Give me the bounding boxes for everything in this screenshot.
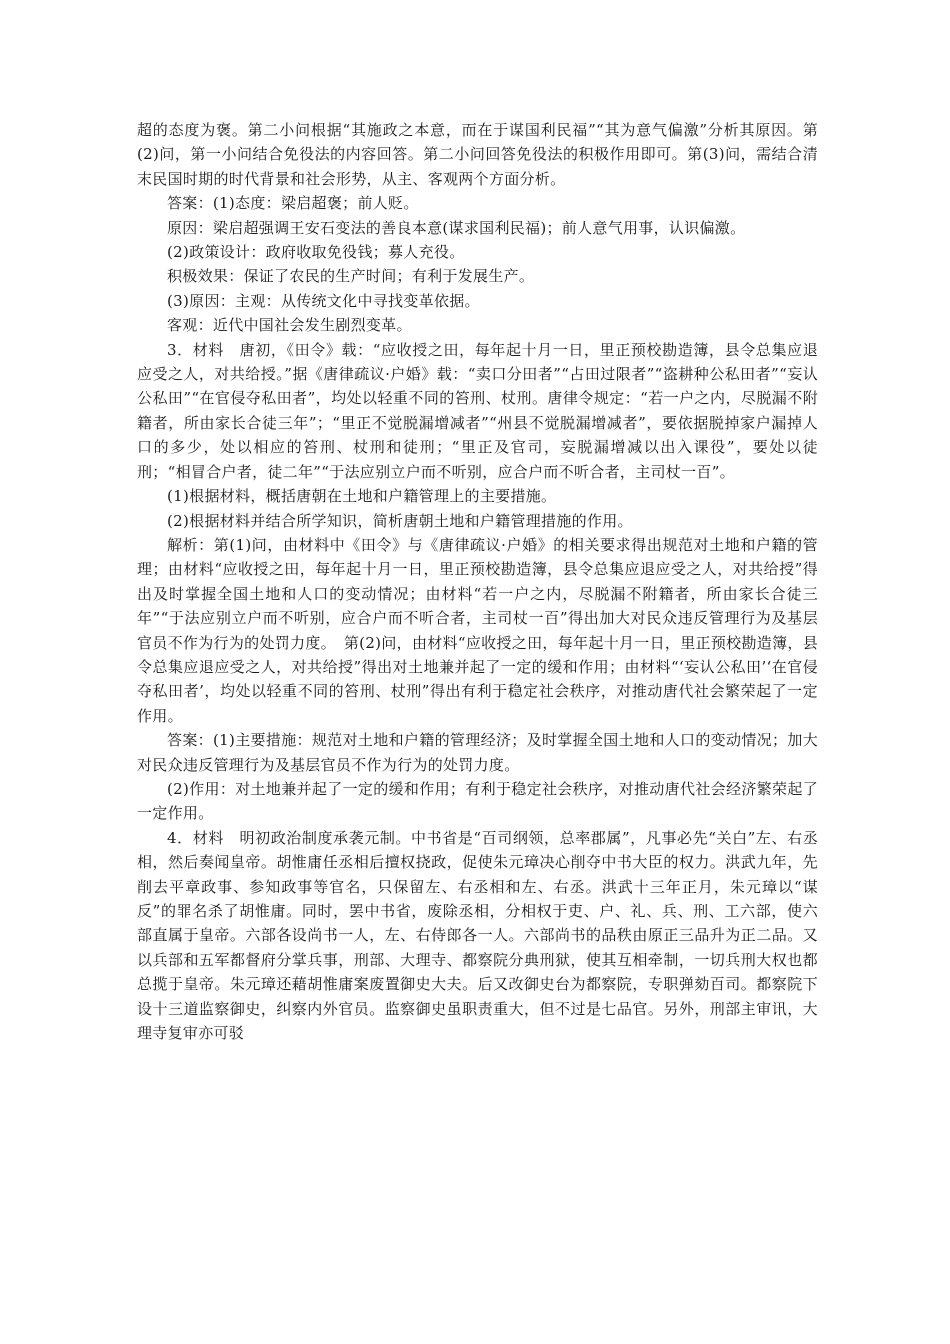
paragraph-question-3-answer-1: 答案：(1)主要措施：规范对土地和户籍的管理经济；及时掌握全国土地和人口的变动情况；加大对民众违反管理行为及基层官员不作为行为的处罚力度。 [137,731,818,774]
paragraph-policy-design: (2)政策设计：政府收取免役钱；募人充役。 [167,243,465,262]
paragraph-reason: 原因：梁启超强调王安石变法的善良本意(谋求国利民福)；前人意气用事，认识偏激。 [167,218,746,237]
paragraph-question-3-material: 3．材料 唐初，《田令》载：“应收授之田，每年起十月一日，里正预校勘造簿，县令总集应退应受之人，对共给授。”据《唐律疏议·户婚》载：“卖口分田者”“占田过限者”“盗耕种公私田者”“妄认公私田”“在官侵夺私田者”，均处以轻重不同的笞刑、杖刑。唐律令规定：“若一户之内，尽脱漏不附籍者，所由家长合徒三年”；“里正不觉脱漏增减者”“州县不觉脱漏增减者”，要依据脱掉家户漏掉人口的多少，处以相应的笞刑、杖刑和徒刑；“里正及官司，妄脱漏增减以出入课役”，要处以徒刑；“相冒合户者，徒二年”“于法应别立户而不听别，应合户而不听合者，主司杖一百”。 [137,340,818,481]
document-page [137,118,818,1045]
paragraph-question-3-analysis: 解析：第(1)问，由材料中《田令》与《唐律疏议·户婚》的相关要求得出规范对土地和户籍的管理；由材料“应收授之田，每年起十月一日，里正预校勘造簿，县令总集应退应受之人，对共给授”得出及时掌握全国土地和人口的变动情况；由材料“若一户之内，尽脱漏不附籍者，所由家长合徒三年”“于法应别立户而不听别，应合户而不听合者，主司杖一百”得出加大对民众违反管理行为及基层官员不作为行为的处罚力度。 第(2)问，由材料“应收授之田，每年起十月一日，里正预校勘造簿，县令总集应退应受之人，对共给授”得出对土地兼并起了一定的缓和作用；由材料“‘妄认公私田’‘在官侵夺私田者’，均处以轻重不同的笞刑、杖刑”得出有利于稳定社会秩序，对推动唐代社会繁荣起了一定作用。 [137,535,818,725]
paragraph-question-3-answer-2: (2)作用：对土地兼并起了一定的缓和作用；有利于稳定社会秩序，对推动唐代社会经济繁荣起了一定作用。 [137,779,818,823]
paragraph-subjective-reason: (3)原因：主观：从传统文化中寻找变革依据。 [167,291,480,310]
paragraph-question-3-part-1: (1)根据材料，概括唐朝在土地和户籍管理上的主要措施。 [167,487,557,506]
paragraph-analysis-continued: 超的态度为褒。第二小问根据“其施政之本意，而在于谋国利民福”“其为意气偏激”分析其原因。第(2)问，第一小问结合免役法的内容回答。第二小问回答免役法的积极作用即可。第(3)问，需结合清末民国时期的时代背景和社会形势，从主、客观两个方面分析。 [137,121,818,188]
paragraph-positive-effect: 积极效果：保证了农民的生产时间；有利于发展生产。 [167,267,535,286]
paragraph-question-4-material: 4．材料 明初政治制度承袭元制。中书省是“百司纲领，总率郡属”，凡事必先“关白”左、右丞相，然后奏闻皇帝。胡惟庸任丞相后擅权挠政，促使朱元璋决心削夺中书大臣的权力。洪武九年，先削去平章政事、参知政事等官名，只保留左、右丞相和左、右丞。洪武十三年正月，朱元璋以“谋反”的罪名杀了胡惟庸。同时，罢中书省，废除丞相，分相权于吏、户、礼、兵、刑、工六部，使六部直属于皇帝。六部各设尚书一人，左、右侍郎各一人。六部尚书的品秩由原正三品升为正二品。又以兵部和五军都督府分掌兵事，刑部、大理寺、都察院分典刑狱，使其互相牵制，一切兵刑大权也都总揽于皇帝。朱元璋还藉胡惟庸案废置御史大夫。后又改御史台为都察院，专职弹劾百司。都察院下设十三道监察御史，纠察内外官员。监察御史虽职责重大，但不过是七品官。另外，刑部主审讯，大理寺复审亦可驳 [137,828,818,1043]
paragraph-answer-1: 答案：(1)态度：梁启超褒；前人贬。 [167,194,419,213]
paragraph-question-3-part-2: (2)根据材料并结合所学知识，简析唐朝土地和户籍管理措施的作用。 [167,511,633,530]
paragraph-objective-reason: 客观：近代中国社会发生剧烈变革。 [167,316,412,335]
